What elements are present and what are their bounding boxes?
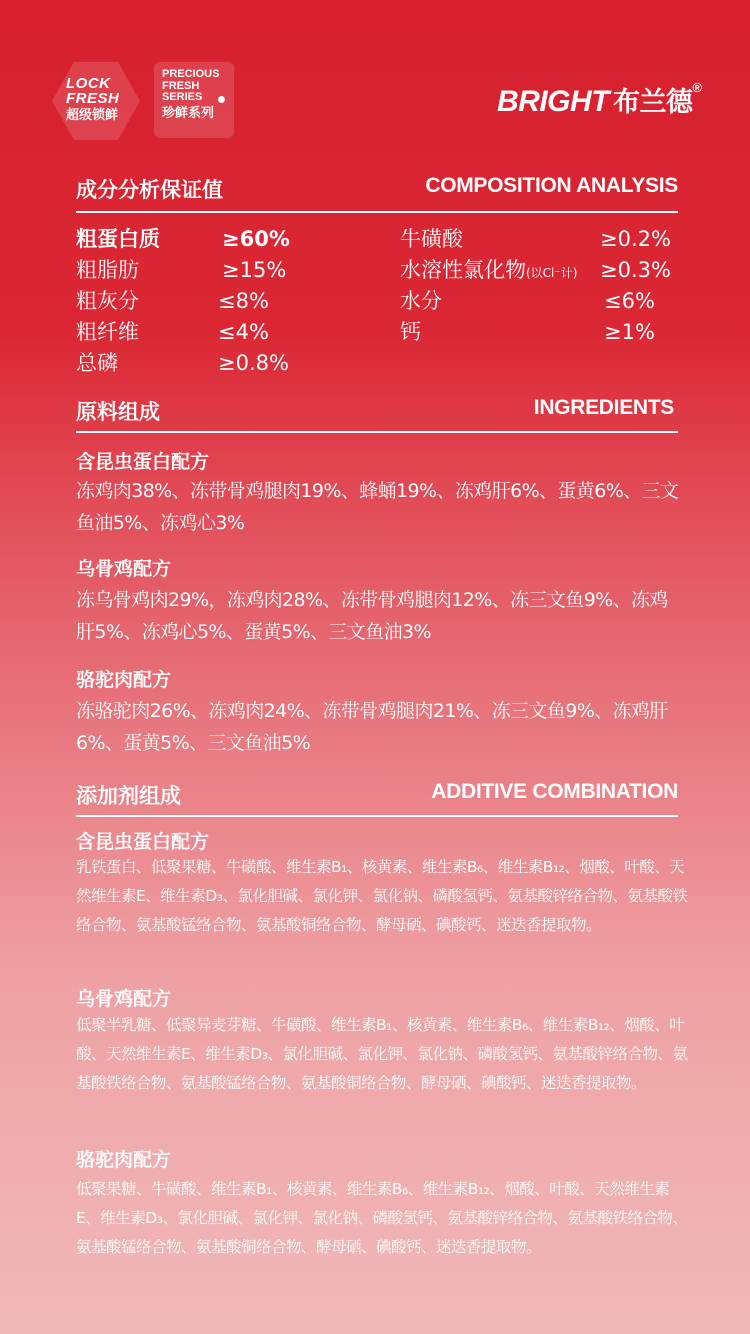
ingredients-formula-text-2: 冻骆驼肉26%、冻鸡肉24%、冻带骨鸡腿肉21%、冻三文鱼9%、冻鸡肝6%、蛋黄5%、三文鱼油5%: [76, 700, 668, 754]
comp-left-name-4: 总磷: [76, 351, 118, 375]
registered-mark: ®: [692, 80, 702, 95]
ingredients-formula-name-1: 乌骨鸡配方: [76, 558, 172, 580]
comp-right-name-3: 钙: [400, 320, 421, 344]
precious-fresh-text: [162, 69, 219, 119]
additives-title-cn: 添加剂组成: [76, 784, 181, 808]
additives-divider: [76, 815, 678, 817]
badge-lock-line2: FRESH: [66, 90, 120, 107]
comp-left-name-1: 粗脂肪: [76, 258, 139, 282]
composition-title-en: COMPOSITION ANALYSIS: [425, 174, 678, 197]
additives-formula-name-0: 含昆虫蛋白配方: [76, 831, 210, 853]
additives-formula-text-0: 乳铁蛋白、低聚果糖、牛磺酸、维生素B₁、核黄素、维生素B₆、维生素B₁₂、烟酸、叶酸、天然维生素E、维生素D₃、氯化胆碱、氯化钾、氯化钠、磷酸氢钙、氨基酸锌络合物、氨基酸铁络合物、氨基酸锰络合物、氨基酸铜络合物、酵母硒、碘酸钙、迷迭香提取物。: [76, 858, 688, 934]
ingredients-formula-name-0: 含昆虫蛋白配方: [76, 451, 210, 473]
badge-lock-line1: LOCK: [66, 75, 111, 92]
ingredients-formula-text-1: 冻乌骨鸡肉29%，冻鸡肉28%、冻带骨鸡腿肉12%、冻三文鱼9%、冻鸡肝5%、冻鸡心5%、蛋黄5%、三文鱼油3%: [76, 589, 668, 643]
comp-right-name-2: 水分: [400, 289, 442, 313]
additives-formula-text-1: 低聚半乳糖、低聚异麦芽糖、牛磺酸、维生素B₁、核黄素、维生素B₆、维生素B₁₂、烟酸、叶酸、天然维生素E、维生素D₃、氯化胆碱、氯化钾、氯化钠、磷酸氢钙、氨基酸锌络合物、氨基酸铁络合物、氨基酸锰络合物、氨基酸铜络合物、酵母硒、碘酸钙、迷迭香提取物。: [76, 1016, 688, 1092]
lock-fresh-text: [66, 76, 119, 121]
ingredients-formula-text-0: 冻鸡肉38%、冻带骨鸡腿肉19%、蜂蛹19%、冻鸡肝6%、蛋黄6%、三文鱼油5%、冻鸡心3%: [76, 480, 679, 534]
comp-right-value-2: ≤6%: [604, 289, 655, 313]
additives-formula-name-1: 乌骨鸡配方: [76, 988, 172, 1010]
additives-formula-name-2: 骆驼肉配方: [76, 1149, 172, 1171]
comp-right-label-1: 水溶性氯化物: [400, 258, 526, 282]
badge-precious-line3: SERIES: [162, 91, 203, 104]
badge-lock-cn: 超级锁鲜: [66, 107, 119, 122]
brand-logo: [497, 80, 702, 119]
brand-en: BRIGHT: [497, 85, 609, 118]
ingredients-title-cn: 原料组成: [76, 400, 160, 424]
comp-left-name-0: 粗蛋白质: [76, 227, 160, 251]
composition-divider: [76, 211, 678, 213]
additives-formula-text-2: 低聚果糖、牛磺酸、维生素B₁、核黄素、维生素B₆、维生素B₁₂、烟酸、叶酸、天然维生素E、维生素D₃、氯化胆碱、氯化钾、氯化钠、磷酸氢钙、氨基酸锌络合物、氨基酸铁络合物、氨基酸锰络合物、氨基酸铜络合物、酵母硒、碘酸钙、迷迭香提取物。: [76, 1180, 688, 1256]
comp-left-value-1: ≥15%: [222, 258, 287, 282]
ingredients-title-en: INGREDIENTS: [533, 396, 674, 419]
comp-left-value-2: ≤8%: [218, 289, 269, 313]
badge-dot-icon: [218, 96, 225, 103]
badge-precious-line2: FRESH: [162, 79, 200, 92]
comp-right-name-1: [400, 260, 577, 281]
comp-left-value-4: ≥0.8%: [218, 351, 289, 375]
brand-cn: 布兰德: [613, 87, 693, 117]
comp-right-value-0: ≥0.2%: [600, 227, 671, 251]
comp-right-name-0: 牛磺酸: [400, 227, 463, 251]
badge-precious-cn: 珍鲜系列: [162, 104, 215, 120]
comp-left-value-0: ≥60%: [222, 227, 290, 251]
comp-right-note-1: (以Cl⁻计): [526, 266, 578, 280]
comp-left-name-3: 粗纤维: [76, 320, 139, 344]
comp-right-value-1: ≥0.3%: [600, 258, 671, 282]
comp-right-value-3: ≥1%: [604, 320, 655, 344]
comp-left-name-2: 粗灰分: [76, 289, 139, 313]
additives-title-en: ADDITIVE COMBINATION: [431, 780, 678, 803]
ingredients-divider: [76, 431, 678, 433]
comp-left-value-3: ≤4%: [218, 320, 269, 344]
badge-precious-line1: PRECIOUS: [162, 68, 220, 80]
ingredients-formula-name-2: 骆驼肉配方: [76, 669, 172, 691]
composition-title-cn: 成分分析保证值: [76, 178, 223, 202]
